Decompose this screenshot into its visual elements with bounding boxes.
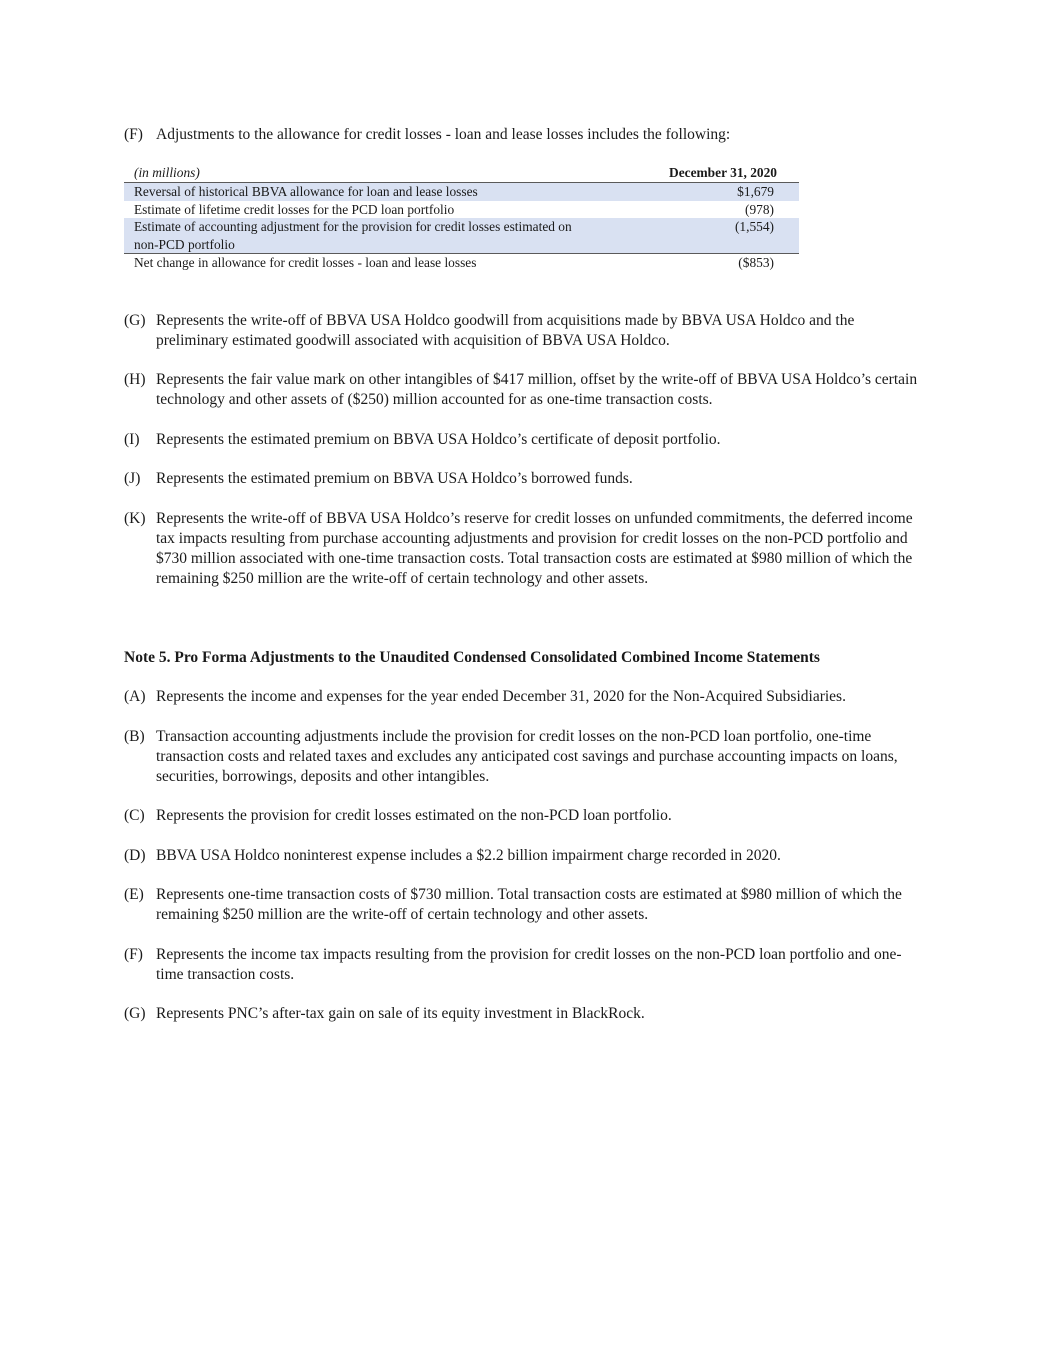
row-label: Reversal of historical BBVA allowance for loan and lease losses bbox=[134, 184, 478, 199]
item-marker: (C) bbox=[124, 807, 145, 824]
table-total-row bbox=[124, 253, 799, 272]
item-marker: (D) bbox=[124, 847, 146, 864]
note-item-g bbox=[124, 311, 929, 351]
item-text: Represents the write-off of BBVA USA Holdco goodwill from acquisitions made by BBVA USA Holdco and the preliminary estimated goodwill associated with acquisition of BBVA USA Holdco. bbox=[156, 312, 855, 349]
item-marker: (H) bbox=[124, 371, 146, 388]
note5-item-d bbox=[124, 846, 929, 866]
note-item-h bbox=[124, 370, 929, 410]
item-marker: (G) bbox=[124, 312, 146, 329]
item-text: Represents the write-off of BBVA USA Holdco’s reserve for credit losses on unfunded commitments, the deferred income tax impacts resulting from purchase accounting adjustments and provision for credit losses on the non-PCD portfolio and $730 million associated with one-time transaction costs. Total transaction costs are estimated at $980 million of which the remaining $250 million are the write-off of certain technology and other assets. bbox=[156, 510, 913, 587]
item-text: Represents one-time transaction costs of $730 million. Total transaction costs are estimated at $980 million of which the remaining $250 million are the write-off of certain technology and other assets. bbox=[156, 886, 902, 923]
item-text: Adjustments to the allowance for credit losses - loan and lease losses includes the following: bbox=[156, 126, 731, 143]
item-text: Represents the estimated premium on BBVA USA Holdco’s certificate of deposit portfolio. bbox=[156, 431, 721, 448]
note-item-f-intro bbox=[124, 125, 929, 145]
note-item-i bbox=[124, 430, 929, 450]
note5-item-e bbox=[124, 885, 929, 925]
item-marker: (J) bbox=[124, 470, 141, 487]
column-header: December 31, 2020 bbox=[669, 165, 777, 180]
item-marker: (G) bbox=[124, 1005, 146, 1022]
row-value: (978) bbox=[744, 201, 774, 217]
item-text: Represents PNC’s after-tax gain on sale of its equity investment in BlackRock. bbox=[156, 1005, 645, 1022]
item-text: Represents the income tax impacts resulting from the provision for credit losses on the non-PCD loan portfolio and one-time transaction costs. bbox=[156, 946, 902, 983]
note5-item-g bbox=[124, 1004, 929, 1024]
total-value: ($853) bbox=[738, 255, 774, 270]
item-text: Represents the provision for credit losses estimated on the non-PCD loan portfolio. bbox=[156, 807, 672, 824]
note5-item-c bbox=[124, 806, 929, 826]
item-marker: (E) bbox=[124, 886, 144, 903]
note5-item-a bbox=[124, 687, 929, 707]
table-row bbox=[124, 218, 799, 253]
table-row bbox=[124, 183, 799, 201]
item-text: Represents the fair value mark on other intangibles of $417 million, offset by the write-off of BBVA USA Holdco’s certain technology and other assets of ($250) million accounted for as one-time transaction costs. bbox=[156, 371, 918, 408]
item-marker: (B) bbox=[124, 728, 145, 745]
row-value: $1,679 bbox=[737, 184, 774, 199]
note5-item-f bbox=[124, 945, 929, 985]
item-marker: (A) bbox=[124, 688, 146, 705]
table-row bbox=[124, 201, 799, 219]
unit-label: (in millions) bbox=[134, 165, 200, 180]
allowance-adjustments-table bbox=[124, 163, 799, 272]
item-marker: (K) bbox=[124, 510, 146, 527]
row-value: (1,554) bbox=[734, 219, 774, 234]
item-marker: (F) bbox=[124, 126, 143, 143]
item-text: Represents the estimated premium on BBVA USA Holdco’s borrowed funds. bbox=[156, 470, 633, 487]
table-header-row bbox=[124, 163, 799, 183]
note5-item-b bbox=[124, 727, 929, 787]
note-item-j bbox=[124, 469, 929, 489]
item-text: Represents the income and expenses for the year ended December 31, 2020 for the Non-Acquired Subsidiaries. bbox=[156, 688, 846, 705]
row-label: Estimate of accounting adjustment for the provision for credit losses estimated on non-PCD portfolio bbox=[134, 219, 572, 252]
item-marker: (I) bbox=[124, 431, 140, 448]
item-text: Transaction accounting adjustments include the provision for credit losses on the non-PCD loan portfolio, one-time transaction costs and related taxes and excludes any anticipated cost savings and purchase accounting impacts on loans, securities, borrowings, deposits and other intangibles. bbox=[156, 728, 898, 785]
total-label: Net change in allowance for credit losses - loan and lease losses bbox=[134, 255, 477, 270]
item-marker: (F) bbox=[124, 946, 143, 963]
note-item-k bbox=[124, 509, 929, 589]
note5-heading: Note 5. Pro Forma Adjustments to the Unaudited Condensed Consolidated Combined Income Statements bbox=[124, 649, 820, 666]
row-label: Estimate of lifetime credit losses for the PCD loan portfolio bbox=[134, 201, 455, 217]
item-text: BBVA USA Holdco noninterest expense includes a $2.2 billion impairment charge recorded in 2020. bbox=[156, 847, 781, 864]
